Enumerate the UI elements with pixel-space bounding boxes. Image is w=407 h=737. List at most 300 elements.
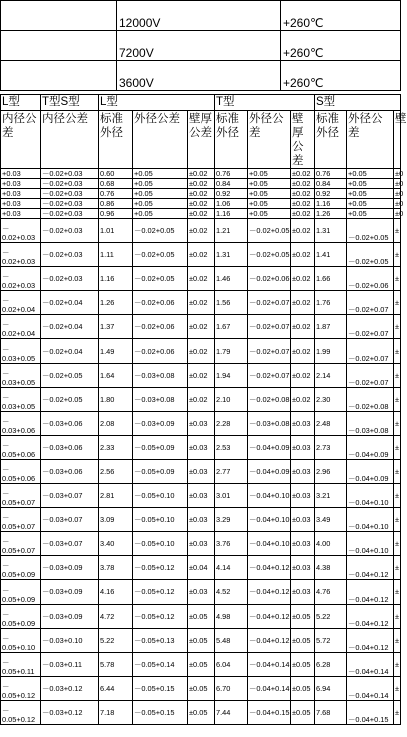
column-header: 标准外径 xyxy=(99,111,133,169)
table-cell: +0.05 xyxy=(133,179,188,189)
table-cell: －0.02+0.03 xyxy=(41,209,99,219)
table-cell: 0.92 xyxy=(315,189,347,199)
table-cell: 2.56 xyxy=(99,459,133,483)
table-cell: ±0.05 xyxy=(188,676,215,700)
table-cell: 1.99 xyxy=(315,339,347,363)
table-cell: －0.05+0.12 xyxy=(1,700,41,724)
table-cell: 1.41 xyxy=(315,243,347,267)
table-cell: ±0.05 xyxy=(188,628,215,652)
table-cell: ±0.02 xyxy=(188,189,215,199)
column-header: 壁厚公差 xyxy=(188,111,215,169)
group-header: T型S型 xyxy=(41,95,99,111)
table-row xyxy=(1,532,401,556)
table-cell: ±0.03 xyxy=(188,435,215,459)
table-cell: ±0.03 xyxy=(188,532,215,556)
table-cell: －0.02+0.05 xyxy=(347,243,394,267)
table-cell: ±0.05 xyxy=(291,700,315,724)
table-cell: +0.05 xyxy=(133,209,188,219)
column-header: 外径公差 xyxy=(248,111,291,169)
column-header: 壁厚公差 xyxy=(291,111,315,169)
group-header: S型 xyxy=(315,95,401,111)
table-cell: －0.04+0.12 xyxy=(248,604,291,628)
table-cell: －0.04+0.15 xyxy=(248,700,291,724)
table-row xyxy=(1,363,401,387)
table-cell: 2.73 xyxy=(315,435,347,459)
table-cell: －0.03+0.05 xyxy=(1,387,41,411)
table-cell: ± xyxy=(394,243,401,267)
table-cell: 0.60 xyxy=(99,169,133,179)
table-cell: 5.48 xyxy=(215,628,248,652)
table-cell: ± xyxy=(394,652,401,676)
table-cell: ± xyxy=(394,219,401,243)
column-header: 标准外径 xyxy=(215,111,248,169)
blank-cell xyxy=(1,1,117,31)
blank-cell xyxy=(1,31,117,61)
table-cell: ±0.02 xyxy=(291,179,315,189)
table-cell: －0.04+0.09 xyxy=(347,435,394,459)
table-cell: ±0.03 xyxy=(188,459,215,483)
table-cell: －0.05+0.10 xyxy=(133,508,188,532)
table-cell: －0.02+0.03 xyxy=(41,267,99,291)
table-cell: ±0 xyxy=(395,209,404,218)
table-cell: 0.84 xyxy=(215,179,248,189)
table-cell: －0.03+0.09 xyxy=(133,411,188,435)
table-cell: －0.02+0.07 xyxy=(248,339,291,363)
blank-cell xyxy=(1,61,117,91)
table-cell: ±0.05 xyxy=(188,604,215,628)
table-cell: ±0.05 xyxy=(291,628,315,652)
table-cell: 1.01 xyxy=(99,219,133,243)
table-cell: ±0.02 xyxy=(291,169,315,179)
table-cell: ±0.02 xyxy=(291,291,315,315)
table-cell: ±0.02 xyxy=(291,209,315,219)
table-cell: +0.03 xyxy=(1,169,41,179)
table-cell: －0.04+0.10 xyxy=(347,484,394,508)
table-cell: －0.02+0.05 xyxy=(41,363,99,387)
table-cell: －0.02+0.08 xyxy=(248,387,291,411)
table-cell: －0.02+0.05 xyxy=(133,219,188,243)
table-cell: －0.05+0.12 xyxy=(133,580,188,604)
table-cell: －0.02+0.03 xyxy=(41,243,99,267)
table-cell: －0.02+0.03 xyxy=(1,267,41,291)
table-cell: －0.05+0.13 xyxy=(133,628,188,652)
tolerance-table xyxy=(0,94,407,725)
table-cell: ±0 xyxy=(395,169,404,178)
table-cell: 4.00 xyxy=(315,532,347,556)
table-cell: －0.04+0.12 xyxy=(347,556,394,580)
table-cell: ±0.02 xyxy=(188,339,215,363)
table-cell: －0.05+0.12 xyxy=(133,556,188,580)
table-cell: 2.30 xyxy=(315,387,347,411)
voltage-cell: 12000V xyxy=(117,1,281,31)
table-cell: ± xyxy=(394,532,401,556)
table-cell: ±0.03 xyxy=(291,459,315,483)
table-cell: ±0.03 xyxy=(291,556,315,580)
table-cell: －0.05+0.09 xyxy=(1,556,41,580)
table-cell: ± xyxy=(394,363,401,387)
table-cell: 1.49 xyxy=(99,339,133,363)
table-cell: －0.03+0.08 xyxy=(347,411,394,435)
table-cell: －0.03+0.07 xyxy=(41,508,99,532)
table-cell: ±0.03 xyxy=(291,532,315,556)
table-cell: 3.09 xyxy=(99,508,133,532)
table-cell: ± xyxy=(394,435,401,459)
table-cell: +0.05 xyxy=(248,179,291,189)
table-row xyxy=(1,508,401,532)
table-row xyxy=(1,652,401,676)
table-cell: +0.05 xyxy=(248,169,291,179)
table-cell: －0.05+0.09 xyxy=(133,459,188,483)
table-cell: ±0.03 xyxy=(188,508,215,532)
table-cell: －0.02+0.07 xyxy=(347,315,394,339)
voltage-temperature-table xyxy=(0,0,401,91)
table-cell: －0.04+0.09 xyxy=(248,459,291,483)
table-cell: ± xyxy=(394,315,401,339)
table-cell: ± xyxy=(394,339,401,363)
table-cell: －0.02+0.07 xyxy=(248,291,291,315)
table-cell: ±0.02 xyxy=(188,267,215,291)
table-cell: 1.37 xyxy=(99,315,133,339)
table-cell: 2.14 xyxy=(315,363,347,387)
table-cell: 3.01 xyxy=(215,484,248,508)
table-row xyxy=(1,209,401,219)
table-cell: －0.04+0.12 xyxy=(248,628,291,652)
table-cell: －0.04+0.10 xyxy=(248,484,291,508)
table-cell: ±0.05 xyxy=(188,652,215,676)
table-cell: －0.03+0.06 xyxy=(41,435,99,459)
table-cell: －0.03+0.10 xyxy=(41,628,99,652)
table-cell: －0.05+0.07 xyxy=(1,508,41,532)
table-row xyxy=(1,556,401,580)
table-cell: －0.04+0.12 xyxy=(347,580,394,604)
table-cell: 3.40 xyxy=(99,532,133,556)
table-cell: ± xyxy=(394,267,401,291)
column-header: 外径公差 xyxy=(133,111,188,169)
table-cell: －0.03+0.06 xyxy=(1,411,41,435)
table-row xyxy=(1,219,401,243)
table-cell: －0.02+0.05 xyxy=(133,267,188,291)
table-cell: －0.05+0.06 xyxy=(1,435,41,459)
table-cell: ±0.03 xyxy=(188,484,215,508)
table-cell: －0.05+0.09 xyxy=(1,604,41,628)
table-cell: 4.72 xyxy=(99,604,133,628)
table-cell: ± xyxy=(394,411,401,435)
table-cell: 4.38 xyxy=(315,556,347,580)
table-cell: －0.04+0.10 xyxy=(248,508,291,532)
table-cell: +0.05 xyxy=(347,179,394,189)
table-cell: ±0.05 xyxy=(291,676,315,700)
table-cell: ±0.03 xyxy=(291,411,315,435)
table-cell: 1.87 xyxy=(315,315,347,339)
table-cell: 1.26 xyxy=(99,291,133,315)
table-cell: －0.04+0.14 xyxy=(248,676,291,700)
table-cell: －0.03+0.05 xyxy=(1,339,41,363)
table-cell: 6.44 xyxy=(99,676,133,700)
table-row xyxy=(1,700,401,724)
table-cell: －0.03+0.05 xyxy=(1,363,41,387)
table-cell: 3.21 xyxy=(315,484,347,508)
table-cell: －0.05+0.14 xyxy=(133,652,188,676)
table-cell: －0.03+0.08 xyxy=(133,387,188,411)
table-cell: －0.02+0.04 xyxy=(1,315,41,339)
table-cell: ±0.02 xyxy=(291,243,315,267)
table-cell: －0.04+0.14 xyxy=(347,652,394,676)
table-cell: ±0.03 xyxy=(291,580,315,604)
table-cell: ± xyxy=(394,291,401,315)
rating-row xyxy=(1,1,401,31)
table-cell: 2.10 xyxy=(215,387,248,411)
table-cell: ± xyxy=(394,604,401,628)
table-cell: ± xyxy=(394,628,401,652)
table-cell: －0.02+0.03 xyxy=(1,219,41,243)
table-cell: ± xyxy=(394,484,401,508)
table-cell: －0.04+0.12 xyxy=(347,628,394,652)
table-cell: 1.76 xyxy=(315,291,347,315)
table-cell: －0.02+0.03 xyxy=(41,199,99,209)
table-cell: －0.03+0.06 xyxy=(41,411,99,435)
table-cell: －0.02+0.04 xyxy=(41,339,99,363)
table-cell: +0.05 xyxy=(133,169,188,179)
table-cell: ± xyxy=(394,556,401,580)
table-cell: －0.05+0.10 xyxy=(1,628,41,652)
table-cell: ±0 xyxy=(395,179,404,188)
table-cell: ±0.03 xyxy=(291,484,315,508)
table-cell: －0.02+0.05 xyxy=(248,243,291,267)
table-cell: －0.04+0.12 xyxy=(248,580,291,604)
table-cell: －0.02+0.03 xyxy=(41,219,99,243)
table-cell: －0.02+0.05 xyxy=(41,387,99,411)
table-cell: －0.05+0.15 xyxy=(133,700,188,724)
table-cell: －0.04+0.10 xyxy=(347,532,394,556)
temperature-cell: +260℃ xyxy=(281,31,401,61)
table-cell: －0.04+0.09 xyxy=(347,459,394,483)
table-cell: －0.04+0.12 xyxy=(248,556,291,580)
group-header-row xyxy=(1,95,401,111)
table-row xyxy=(1,267,401,291)
table-cell: －0.03+0.08 xyxy=(248,411,291,435)
table-cell: ±0 xyxy=(395,189,404,198)
table-cell: －0.02+0.07 xyxy=(347,291,394,315)
table-cell: +0.05 xyxy=(347,169,394,179)
table-cell: －0.02+0.07 xyxy=(248,315,291,339)
table-row xyxy=(1,315,401,339)
table-cell: －0.04+0.14 xyxy=(347,676,394,700)
table-cell: －0.04+0.14 xyxy=(248,652,291,676)
table-cell: －0.05+0.15 xyxy=(133,676,188,700)
table-cell: 3.49 xyxy=(315,508,347,532)
table-row xyxy=(1,339,401,363)
table-cell: －0.03+0.09 xyxy=(41,604,99,628)
table-cell: －0.05+0.06 xyxy=(1,459,41,483)
table-cell: ±0.02 xyxy=(291,387,315,411)
table-cell: 6.70 xyxy=(215,676,248,700)
table-cell: +0.05 xyxy=(248,209,291,219)
temperature-cell: +260℃ xyxy=(281,1,401,31)
table-cell: 4.52 xyxy=(215,580,248,604)
table-cell: ±0 xyxy=(395,199,404,208)
rating-row xyxy=(1,61,401,91)
table-cell: +0.05 xyxy=(133,189,188,199)
table-cell: －0.02+0.07 xyxy=(248,363,291,387)
table-cell: 0.68 xyxy=(99,179,133,189)
table-cell: 4.76 xyxy=(315,580,347,604)
table-cell: ±0.02 xyxy=(291,199,315,209)
table-row xyxy=(1,169,401,179)
table-cell: ±0.02 xyxy=(188,179,215,189)
table-cell: －0.02+0.04 xyxy=(41,315,99,339)
table-cell: +0.03 xyxy=(1,209,41,219)
table-cell: －0.03+0.12 xyxy=(41,700,99,724)
table-cell: －0.02+0.08 xyxy=(347,387,394,411)
table-cell: ± xyxy=(394,580,401,604)
table-cell: －0.05+0.09 xyxy=(1,580,41,604)
table-cell: 1.31 xyxy=(215,243,248,267)
group-header: L型 xyxy=(1,95,41,111)
table-cell: +0.05 xyxy=(347,209,394,219)
table-cell: －0.02+0.06 xyxy=(133,339,188,363)
table-cell: 1.64 xyxy=(99,363,133,387)
table-cell: ± xyxy=(394,676,401,700)
table-cell: －0.05+0.12 xyxy=(133,604,188,628)
table-cell: +0.05 xyxy=(248,189,291,199)
temperature-cell: +260℃ xyxy=(281,61,401,91)
table-cell: －0.03+0.08 xyxy=(133,363,188,387)
table-cell: 4.16 xyxy=(99,580,133,604)
table-cell: －0.03+0.09 xyxy=(41,556,99,580)
table-cell: －0.02+0.05 xyxy=(133,243,188,267)
table-cell: －0.05+0.11 xyxy=(1,652,41,676)
table-cell: －0.02+0.07 xyxy=(347,339,394,363)
table-row xyxy=(1,435,401,459)
rating-row xyxy=(1,31,401,61)
table-cell: 6.04 xyxy=(215,652,248,676)
table-cell: －0.02+0.03 xyxy=(41,169,99,179)
table-cell: －0.02+0.06 xyxy=(133,291,188,315)
table-cell: －0.02+0.05 xyxy=(248,219,291,243)
table-cell: 5.22 xyxy=(99,628,133,652)
table-cell: 4.14 xyxy=(215,556,248,580)
table-cell: +0.03 xyxy=(1,199,41,209)
table-cell: －0.02+0.03 xyxy=(41,189,99,199)
table-cell: ±0.02 xyxy=(188,363,215,387)
table-row xyxy=(1,484,401,508)
table-cell: 2.33 xyxy=(99,435,133,459)
table-row xyxy=(1,628,401,652)
table-cell: －0.03+0.11 xyxy=(41,652,99,676)
table-cell: 1.66 xyxy=(315,267,347,291)
column-header: 内径公差 xyxy=(41,111,99,169)
table-cell: +0.05 xyxy=(347,189,394,199)
table-cell: ±0.02 xyxy=(291,267,315,291)
table-cell: 5.22 xyxy=(315,604,347,628)
table-cell: ±0.02 xyxy=(188,219,215,243)
column-header: 壁 xyxy=(394,111,401,169)
table-cell: ±0.03 xyxy=(188,411,215,435)
table-cell: 2.96 xyxy=(315,459,347,483)
table-cell: 2.77 xyxy=(215,459,248,483)
table-cell: ±0.02 xyxy=(188,169,215,179)
table-cell: －0.04+0.12 xyxy=(347,604,394,628)
table-cell: +0.05 xyxy=(133,199,188,209)
table-cell: －0.02+0.03 xyxy=(1,243,41,267)
table-cell: －0.02+0.06 xyxy=(133,315,188,339)
table-cell: 7.68 xyxy=(315,700,347,724)
voltage-cell: 3600V xyxy=(117,61,281,91)
table-cell: －0.02+0.06 xyxy=(248,267,291,291)
table-cell: －0.05+0.12 xyxy=(1,676,41,700)
group-header: T型 xyxy=(215,95,315,111)
table-cell: －0.02+0.05 xyxy=(347,219,394,243)
table-cell: 0.76 xyxy=(99,189,133,199)
table-cell: －0.04+0.15 xyxy=(347,700,394,724)
table-cell: －0.02+0.04 xyxy=(41,291,99,315)
table-cell: －0.02+0.07 xyxy=(347,363,394,387)
table-cell: ±0.02 xyxy=(188,315,215,339)
table-cell: ±0.03 xyxy=(291,508,315,532)
table-cell: －0.05+0.07 xyxy=(1,484,41,508)
table-cell: －0.02+0.04 xyxy=(1,291,41,315)
table-cell: ±0.04 xyxy=(188,556,215,580)
table-cell: 1.31 xyxy=(315,219,347,243)
table-cell: －0.03+0.07 xyxy=(41,532,99,556)
table-cell: －0.03+0.12 xyxy=(41,676,99,700)
table-cell: －0.05+0.09 xyxy=(133,435,188,459)
table-cell: ±0.02 xyxy=(188,291,215,315)
column-header: 外径公差 xyxy=(347,111,394,169)
table-cell: 1.16 xyxy=(215,209,248,219)
table-cell: 2.81 xyxy=(99,484,133,508)
table-cell: －0.03+0.09 xyxy=(41,580,99,604)
table-cell: ±0.02 xyxy=(188,387,215,411)
table-cell: ±0.02 xyxy=(188,199,215,209)
table-cell: 0.76 xyxy=(315,169,347,179)
column-header: 标准外径 xyxy=(315,111,347,169)
table-cell: －0.02+0.06 xyxy=(347,267,394,291)
table-cell: 2.28 xyxy=(215,411,248,435)
table-cell: 0.84 xyxy=(315,179,347,189)
table-row xyxy=(1,604,401,628)
table-cell: ±0.02 xyxy=(291,219,315,243)
table-cell: ±0.02 xyxy=(188,243,215,267)
table-cell: 1.79 xyxy=(215,339,248,363)
table-cell: 1.80 xyxy=(99,387,133,411)
table-cell: 1.67 xyxy=(215,315,248,339)
table-cell: ±0.05 xyxy=(188,700,215,724)
table-cell: ±0.03 xyxy=(291,435,315,459)
table-cell: 0.92 xyxy=(215,189,248,199)
table-cell: －0.04+0.10 xyxy=(347,508,394,532)
table-row xyxy=(1,199,401,209)
table-row xyxy=(1,189,401,199)
table-row xyxy=(1,411,401,435)
table-cell: 1.16 xyxy=(315,199,347,209)
table-cell: ± xyxy=(394,459,401,483)
table-cell: 1.11 xyxy=(99,243,133,267)
table-cell: 1.94 xyxy=(215,363,248,387)
sub-header-row xyxy=(1,111,401,169)
table-cell: 2.53 xyxy=(215,435,248,459)
table-cell: －0.02+0.03 xyxy=(41,179,99,189)
table-cell: 2.08 xyxy=(99,411,133,435)
table-cell: 0.86 xyxy=(99,199,133,209)
table-cell: 3.78 xyxy=(99,556,133,580)
table-cell: －0.05+0.07 xyxy=(1,532,41,556)
table-cell: －0.04+0.10 xyxy=(248,532,291,556)
table-cell: ±0.05 xyxy=(291,652,315,676)
table-cell: ± xyxy=(394,387,401,411)
table-cell: ±0.02 xyxy=(188,209,215,219)
table-cell: 5.78 xyxy=(99,652,133,676)
